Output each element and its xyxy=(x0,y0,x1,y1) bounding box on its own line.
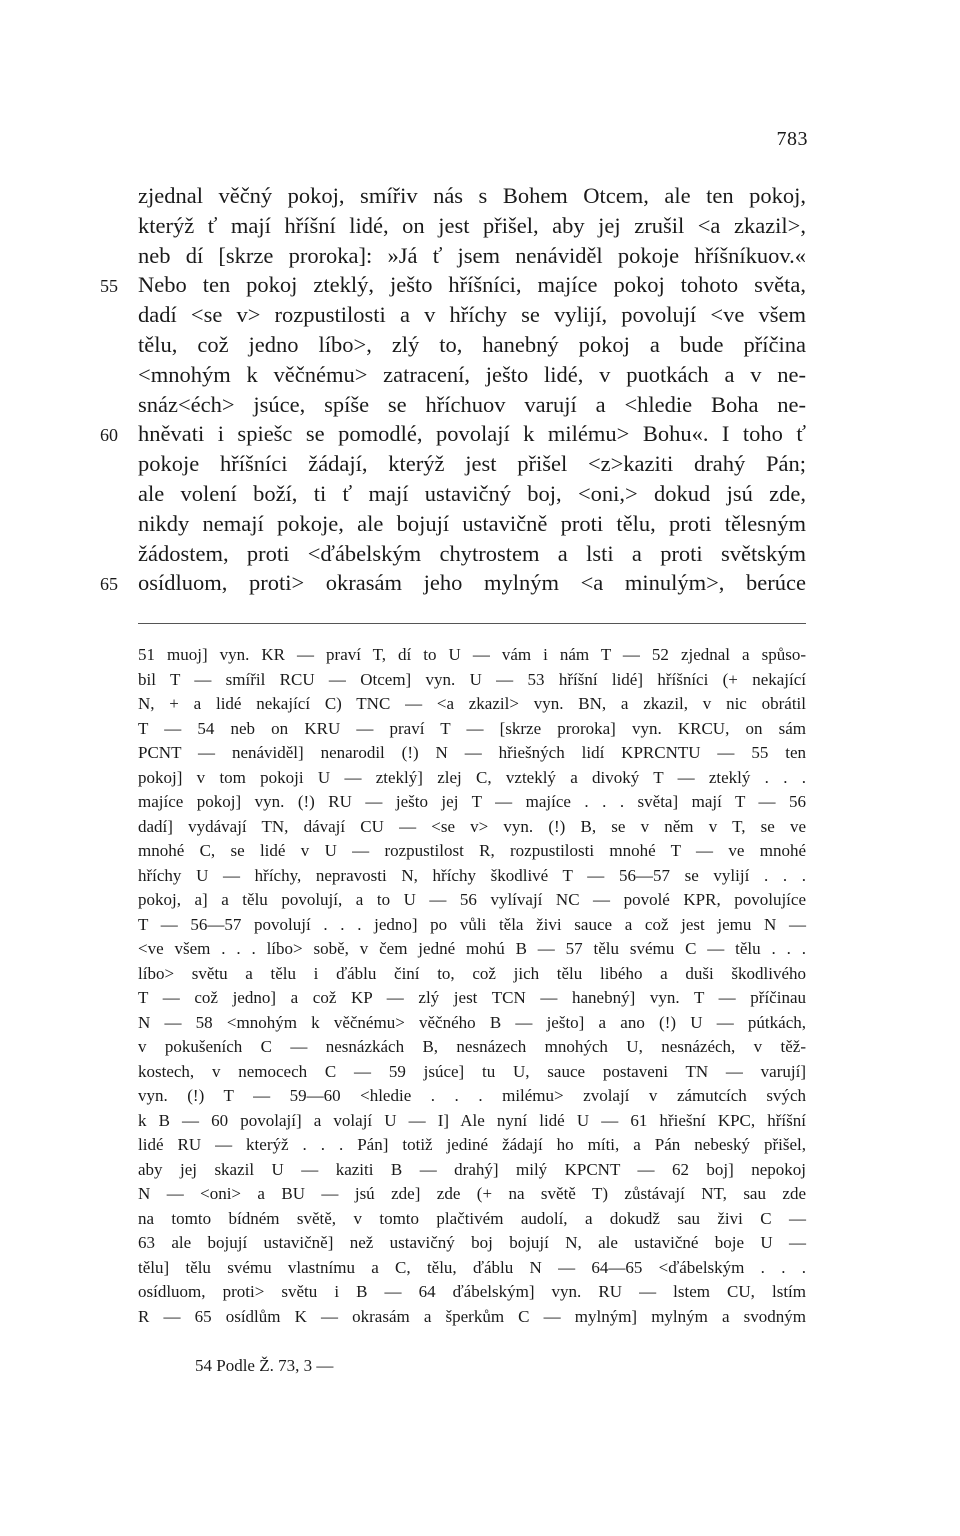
note-line: N — 58 <mnohým k věčnému> věčného B — ješto] a ano (!) U — pútkách, xyxy=(138,1012,806,1032)
note-line: R — 65 osídlům K — okrasám a šperkům C — mylným] mylným a svodným xyxy=(138,1306,806,1326)
text-line: dadí <se v> rozpustilosti a v hříchy se vylijí, povolují <ve všem xyxy=(138,302,806,328)
note-line: vyn. (!) T — 59—60 <hledie . . . milému> zvolají v zámutcích svých xyxy=(138,1086,806,1105)
line-number: 60 xyxy=(100,425,118,446)
text-line: osídluom, proti> okrasám jeho mylným <a minulým>, berúce xyxy=(138,570,806,596)
note-line: na tomto bídném světě, v tomto plačtivém audolí, a dokudž sau živi C — xyxy=(138,1208,806,1228)
note-line: líbo> světu a tělu i ďáblu činí to, což jich tělu libého a duši škodlivého xyxy=(138,963,806,983)
bottom-note: 54 Podle Ž. 73, 3 — xyxy=(195,1356,334,1375)
note-line: N, + a lidé nekající C) TNC — <a zkazil> vyn. BN, a zkazil, v nic obrátil xyxy=(138,694,806,713)
note-line: 51 muoj] vyn. KR — praví T, dí to U — vám i nám T — 52 zjednal a spůso- xyxy=(138,645,806,664)
text-line: zjednal věčný pokoj, smířiv nás s Bohem Otcem, ale ten pokoj, xyxy=(138,183,806,208)
text-line: neb dí [skrze proroka]: »Já ť jsem nenáviděl pokoje hříšníkuov.« xyxy=(138,242,806,268)
note-line: bil T — smířil RCU — Otcem] vyn. U — 53 hříšní lidé] hříšníci (+ nekající xyxy=(138,669,806,689)
note-line: pokoj, a] a tělu povolují, a to U — 56 vylívají NC — povolé KPR, povolujíce xyxy=(138,890,806,909)
text-line: <mnohým k věčnému> zatracení, ješto lidé, v puotkách a v ne- xyxy=(138,361,806,387)
note-line: T — 54 neb on KRU — praví T — [skrze proroka] vyn. KRCU, on sám xyxy=(138,718,806,738)
note-line: <ve všem . . . líbo> sobě, v čem jedné mohú B — 57 tělu svému C — tělu . . . xyxy=(138,939,806,958)
note-line: N — <oni> a BU — jsú zde] zde (+ na světě T) zůstávají NT, sau zde xyxy=(138,1184,806,1203)
page-number: 783 xyxy=(776,128,808,150)
text-line: tělu, což jedno líbo>, zlý to, hanebný pokoj a bude příčina xyxy=(138,332,806,357)
text-line: Nebo ten pokoj zteklý, ješto hříšníci, majíce pokoj tohoto světa, xyxy=(138,272,806,298)
note-line: kostech, v nemocech C — 59 jsúce] tu U, sauce postaveni TN — varují] xyxy=(138,1061,806,1081)
note-line: 63 ale bojují ustavičně] než ustavičný boj bojují N, ale ustavičné boje U — xyxy=(138,1233,806,1252)
text-line: kterýž ť mají hříšní lidé, on jest přišel, aby jej zrušil <a zkazil>, xyxy=(138,212,806,238)
note-line: pokoj] v tom pokoji U — zteklý] zlej C, vzteklý a divoký T — zteklý . . . xyxy=(138,767,806,787)
note-line: T — 56—57 povolují . . . jedno] po vůli těla živi sauce a což jest jemu N — xyxy=(138,914,806,934)
note-line: mnohé C, se lidé v U — rozpustilost R, rozpustilosti mnohé T — ve mnohé xyxy=(138,841,806,860)
note-line: aby jej skazil U — kaziti B — drahý] milý KPCNT — 62 boj] nepokoj xyxy=(138,1159,806,1179)
note-line: lidé RU — kterýž . . . Pán] totiž jediné žádají ho míti, a Pán nebeský přišel, xyxy=(138,1135,806,1154)
note-line: PCNT — nenáviděl] nenarodil (!) N — hřiešných lidí KPRCNTU — 55 ten xyxy=(138,743,806,762)
line-number: 65 xyxy=(100,574,118,595)
footnote-separator xyxy=(138,623,806,624)
note-line: dadí] vydávají TN, dávají CU — <se v> vyn. (!) B, se v něm v T, se ve xyxy=(138,816,806,836)
note-line: tělu] tělu svému vlastnímu a C, tělu, ďáblu N — 64—65 <ďábelským . . . xyxy=(138,1257,806,1277)
note-line: v pokušeních C — nesnázkách B, nesnázech mnohých U, nesnázéch, v těž- xyxy=(138,1037,806,1056)
text-line: nikdy nemají pokoje, ale bojují ustavičně proti tělu, proti tělesným xyxy=(138,510,806,536)
text-line: snáz<éch> jsúce, spíše se hříchuov varují a <hledie Boha ne- xyxy=(138,391,806,417)
text-line: pokoje hříšníci žádají, kterýž jest přišel <z>kaziti drahý Pán; xyxy=(138,451,806,477)
text-line: žádostem, proti <ďábelským chytrostem a lsti a proti světským xyxy=(138,540,806,566)
note-line: k B — 60 povolají] a volají U — I] Ale nyní lidé U — 61 hřiešní KPC, hříšní xyxy=(138,1110,806,1130)
note-line: majíce pokoj] vyn. (!) RU — ješto jej T — majíce . . . světa] mají T — 56 xyxy=(138,792,806,811)
line-number: 55 xyxy=(100,276,118,297)
note-line: osídluom, proti> světu i B — 64 ďábelským] vyn. RU — lstem CU, lstím xyxy=(138,1282,806,1301)
text-line: ale volení boží, ti ť mají ustavičný boj, <oni,> dokud jsú zde, xyxy=(138,481,806,506)
note-line: hříchy U — hříchy, nepravosti N, hříchy škodlivé T — 56—57 se vylijí . . . xyxy=(138,865,806,885)
note-line: T — což jedno] a což KP — zlý jest TCN — hanebný] vyn. T — příčinau xyxy=(138,988,806,1007)
text-line: hněvati i spiešc se pomodlé, povolají k milému> Bohu«. I toho ť xyxy=(138,421,806,447)
